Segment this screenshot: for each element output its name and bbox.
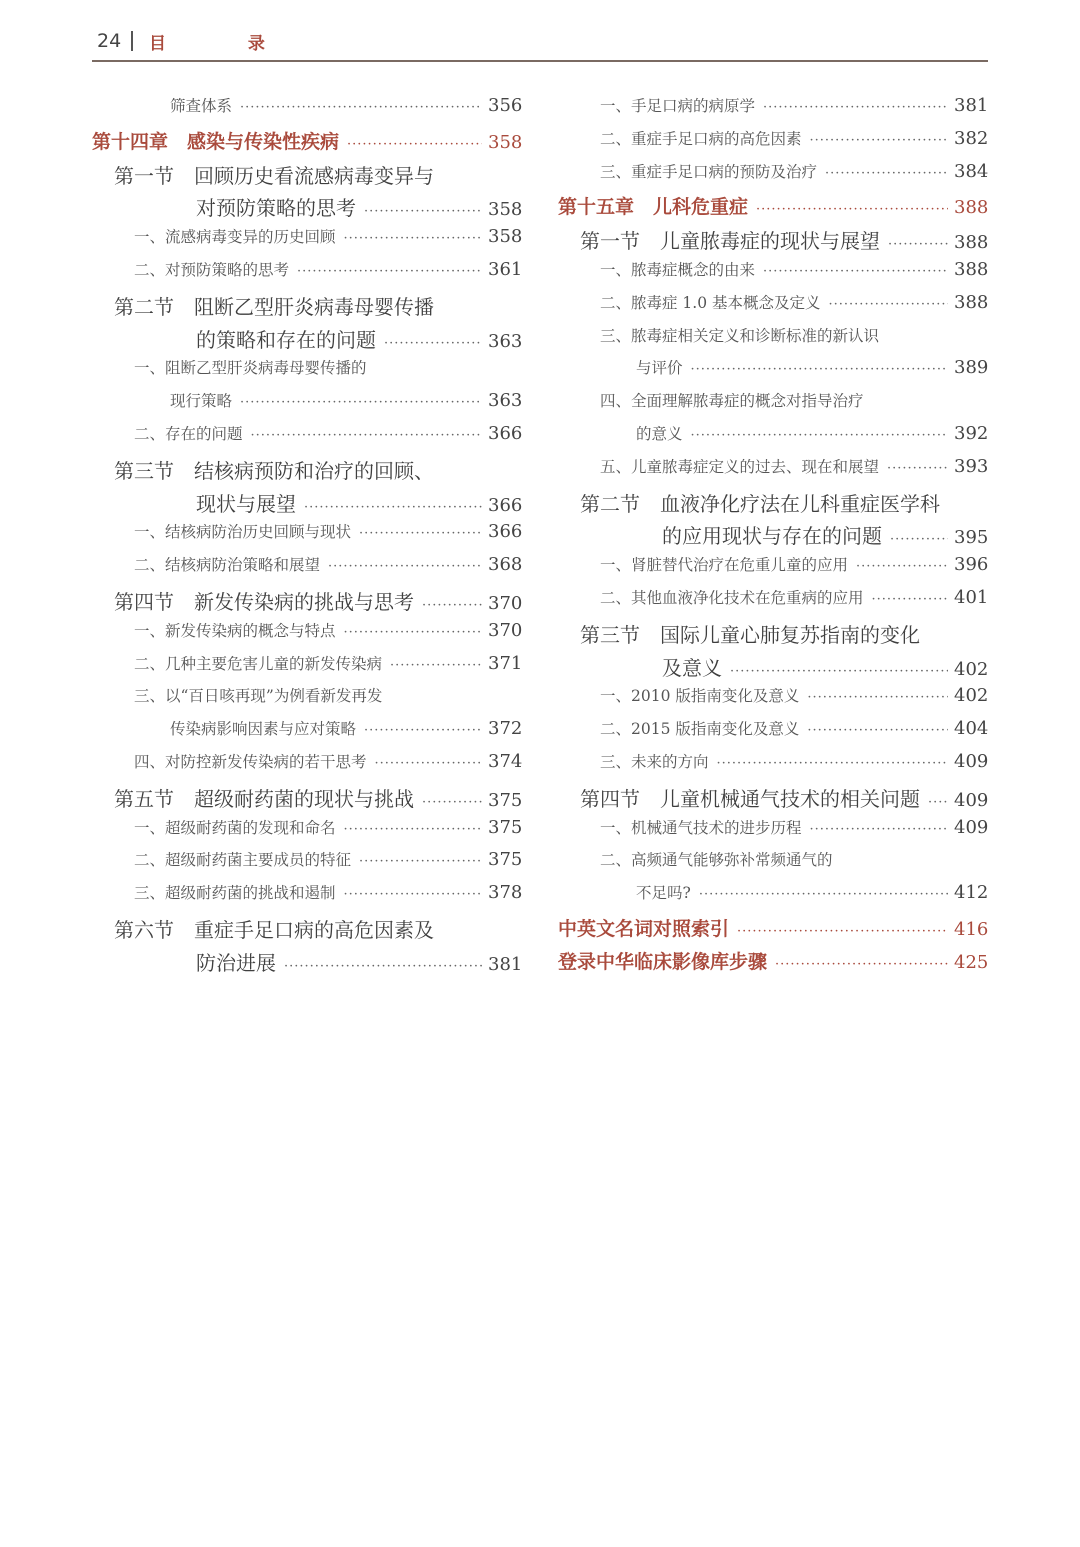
toc-entry-page: 381 xyxy=(488,953,523,975)
toc-entry-sub[interactable] xyxy=(92,619,522,652)
toc-entry-title: 第三节 结核病预防和治疗的回顾、 xyxy=(114,458,434,483)
toc-entry-section[interactable] xyxy=(558,652,988,685)
toc-entry-page: 384 xyxy=(954,160,989,182)
dot-leader xyxy=(691,428,948,443)
dot-leader xyxy=(251,428,482,443)
dot-leader xyxy=(775,957,948,972)
toc-entry-sub[interactable] xyxy=(92,881,522,914)
toc-entry-sub[interactable] xyxy=(92,94,522,127)
toc-entry-title: 四、对防控新发传染病的若干思考 xyxy=(134,752,367,771)
toc-entry-sub[interactable] xyxy=(558,258,988,291)
toc-entry-page: 375 xyxy=(488,789,523,811)
toc-entry-sub[interactable] xyxy=(558,553,988,586)
dot-leader xyxy=(344,231,482,246)
toc-entry-title: 登录中华临床影像库步骤 xyxy=(558,950,768,973)
toc-entry-page: 409 xyxy=(954,750,989,772)
dot-leader xyxy=(699,887,948,902)
dot-leader xyxy=(928,795,948,810)
toc-entry-section[interactable] xyxy=(558,520,988,553)
toc-entry-page: 388 xyxy=(954,197,989,219)
toc-entry-sub[interactable] xyxy=(92,750,522,783)
toc-entry-sub[interactable] xyxy=(558,324,988,357)
toc-entry-title: 三、重症手足口病的预防及治疗 xyxy=(600,162,818,181)
toc-entry-title: 现状与展望 xyxy=(196,491,296,516)
toc-entry-sub[interactable] xyxy=(92,848,522,881)
toc-entry-section[interactable] xyxy=(92,324,522,357)
toc-entry-title: 的应用现状与存在的问题 xyxy=(662,524,882,549)
toc-entry-page: 366 xyxy=(488,422,523,444)
toc-entry-title: 一、2010 版指南变化及意义 xyxy=(600,687,800,706)
toc-entry-page: 370 xyxy=(488,592,523,614)
toc-entry-title: 二、存在的问题 xyxy=(134,424,243,443)
toc-entry-sub[interactable] xyxy=(558,750,988,783)
toc-entry-page: 388 xyxy=(954,291,989,313)
toc-entry-section[interactable] xyxy=(558,488,988,521)
dot-leader xyxy=(344,887,482,902)
toc-entry-sub[interactable] xyxy=(558,356,988,389)
toc-entry-page: 404 xyxy=(954,718,989,740)
dot-leader xyxy=(807,723,948,738)
toc-entry-section[interactable] xyxy=(92,914,522,947)
toc-entry-title: 的意义 xyxy=(636,424,683,443)
dot-leader xyxy=(304,500,482,515)
toc-entry-sub[interactable] xyxy=(92,717,522,750)
toc-entry-title: 二、对预防策略的思考 xyxy=(134,260,290,279)
toc-entry-title: 二、2015 版指南变化及意义 xyxy=(600,720,800,739)
toc-entry-title: 第六节 重症手足口病的高危因素及 xyxy=(114,917,434,942)
dot-leader xyxy=(347,137,482,152)
dot-leader xyxy=(364,204,482,219)
toc-entry-title: 一、超级耐药菌的发现和命名 xyxy=(134,818,336,837)
toc-entry-title: 一、阻断乙型肝炎病毒母婴传播的 xyxy=(134,359,367,378)
toc-entry-title: 第五节 超级耐药菌的现状与挑战 xyxy=(114,786,414,811)
toc-entry-section[interactable] xyxy=(558,225,988,258)
toc-entry-sub[interactable] xyxy=(92,520,522,553)
header-title: 目 录 xyxy=(149,34,303,54)
toc-entry-section[interactable] xyxy=(558,619,988,652)
dot-leader xyxy=(763,100,948,115)
dot-leader xyxy=(422,598,482,613)
toc-entry-title: 及意义 xyxy=(662,655,722,680)
toc-entry-section[interactable] xyxy=(92,192,522,225)
toc-entry-page: 395 xyxy=(954,527,989,549)
toc-entry-title: 一、新发传染病的概念与特点 xyxy=(134,621,336,640)
toc-entry-sub[interactable] xyxy=(558,684,988,717)
toc-entry-page: 402 xyxy=(954,685,989,707)
dot-leader xyxy=(297,264,482,279)
dot-leader xyxy=(422,795,482,810)
toc-entry-page: 409 xyxy=(954,789,989,811)
toc-entry-page: 412 xyxy=(954,882,989,904)
toc-entry-title: 中英文名词对照索引 xyxy=(558,917,730,940)
dot-leader xyxy=(829,297,948,312)
toc-entry-page: 416 xyxy=(954,918,989,940)
toc-entry-section[interactable] xyxy=(92,488,522,521)
page-header xyxy=(92,28,988,62)
toc-entry-page: 382 xyxy=(954,127,989,149)
dot-leader xyxy=(240,100,482,115)
toc-entry-chapter[interactable] xyxy=(92,127,522,160)
toc-entry-section[interactable] xyxy=(92,586,522,619)
toc-entry-page: 368 xyxy=(488,554,523,576)
toc-entry-title: 二、其他血液净化技术在危重病的应用 xyxy=(600,588,864,607)
toc-entry-sub[interactable] xyxy=(558,717,988,750)
toc-entry-title: 一、脓毒症概念的由来 xyxy=(600,260,756,279)
toc-entry-title: 四、全面理解脓毒症的概念对指导治疗 xyxy=(600,392,864,411)
toc-entry-title: 第四节 儿童机械通气技术的相关问题 xyxy=(580,786,920,811)
toc-entry-title: 二、几种主要危害儿童的新发传染病 xyxy=(134,654,383,673)
dot-leader xyxy=(756,202,948,217)
dot-leader xyxy=(887,461,948,476)
page-number: 24 xyxy=(97,30,122,52)
dot-leader xyxy=(730,664,948,679)
toc-entry-page: 358 xyxy=(488,199,523,221)
dot-leader xyxy=(890,532,948,547)
toc-entry-sub[interactable] xyxy=(92,389,522,422)
toc-entry-sub[interactable] xyxy=(558,881,988,914)
toc-entry-title: 二、脓毒症 1.0 基本概念及定义 xyxy=(600,293,821,312)
toc-entry-page: 392 xyxy=(954,422,989,444)
toc-entry-title: 防治进展 xyxy=(196,950,276,975)
dot-leader xyxy=(344,625,482,640)
toc-entry-sub[interactable] xyxy=(92,816,522,849)
dot-leader xyxy=(364,723,482,738)
toc-entry-title: 一、机械通气技术的进步历程 xyxy=(600,818,802,837)
toc-entry-title: 的策略和存在的问题 xyxy=(196,327,376,352)
toc-entry-page: 363 xyxy=(488,330,523,352)
toc-entry-chapter[interactable] xyxy=(558,192,988,225)
toc-entry-sub[interactable] xyxy=(92,258,522,291)
toc-left-column xyxy=(92,94,522,980)
dot-leader xyxy=(390,658,482,673)
toc-entry-title: 一、肾脏替代治疗在危重儿童的应用 xyxy=(600,556,849,575)
toc-entry-page: 425 xyxy=(954,951,989,973)
dot-leader xyxy=(763,264,948,279)
toc-entry-page: 388 xyxy=(954,232,989,254)
toc-entry-sub[interactable] xyxy=(558,422,988,455)
dot-leader xyxy=(240,395,482,410)
toc-entry-page: 393 xyxy=(954,455,989,477)
toc-entry-page: 366 xyxy=(488,521,523,543)
toc-entry-page: 402 xyxy=(954,658,989,680)
toc-entry-chapter[interactable] xyxy=(558,947,988,980)
toc-entry-title: 二、高频通气能够弥补常频通气的 xyxy=(600,851,833,870)
toc-entry-sub[interactable] xyxy=(558,291,988,324)
toc-entry-section[interactable] xyxy=(558,783,988,816)
toc-entry-title: 不足吗? xyxy=(636,884,691,903)
toc-entry-page: 356 xyxy=(488,95,523,116)
toc-entry-page: 374 xyxy=(488,750,523,772)
toc-entry-section[interactable] xyxy=(92,455,522,488)
toc-entry-sub[interactable] xyxy=(558,389,988,422)
toc-entry-page: 401 xyxy=(954,586,989,608)
dot-leader xyxy=(359,854,482,869)
toc-entry-sub[interactable] xyxy=(92,225,522,258)
toc-entry-sub[interactable] xyxy=(558,586,988,619)
toc-entry-sub[interactable] xyxy=(92,652,522,685)
toc-entry-title: 第一节 儿童脓毒症的现状与展望 xyxy=(580,229,880,254)
toc-entry-title: 五、儿童脓毒症定义的过去、现在和展望 xyxy=(600,457,880,476)
toc-entry-title: 第二节 阻断乙型肝炎病毒母婴传播 xyxy=(114,294,434,319)
dot-leader xyxy=(810,133,948,148)
dot-leader xyxy=(691,362,948,377)
toc-entry-sub[interactable] xyxy=(558,455,988,488)
toc-entry-section[interactable] xyxy=(92,160,522,193)
toc-entry-page: 388 xyxy=(954,258,989,280)
dot-leader xyxy=(856,559,948,574)
dot-leader xyxy=(384,336,482,351)
toc-entry-title: 第一节 回顾历史看流感病毒变异与 xyxy=(114,163,434,188)
toc-entry-page: 361 xyxy=(488,258,523,280)
toc-entry-page: 389 xyxy=(954,357,989,379)
dot-leader xyxy=(737,924,948,939)
toc-entry-sub[interactable] xyxy=(92,422,522,455)
toc-entry-title: 二、结核病防治策略和展望 xyxy=(134,556,321,575)
toc-entry-title: 现行策略 xyxy=(170,392,233,411)
toc-entry-sub[interactable] xyxy=(558,160,988,193)
toc-entry-title: 一、结核病防治历史回顾与现状 xyxy=(134,523,352,542)
dot-leader xyxy=(375,756,482,771)
toc-entry-title: 三、未来的方向 xyxy=(600,752,709,771)
toc-entry-page: 358 xyxy=(488,131,523,153)
toc-entry-page: 375 xyxy=(488,816,523,838)
header-divider xyxy=(131,31,133,51)
toc-entry-title: 一、流感病毒变异的历史回顾 xyxy=(134,228,336,247)
toc-entry-title: 对预防策略的思考 xyxy=(196,196,356,221)
toc-entry-page: 371 xyxy=(488,652,523,674)
toc-entry-page: 375 xyxy=(488,849,523,871)
toc-entry-sub[interactable] xyxy=(92,356,522,389)
toc-entry-title: 第三节 国际儿童心肺复苏指南的变化 xyxy=(580,622,920,647)
toc-entry-title: 筛查体系 xyxy=(170,97,233,115)
toc-entry-section[interactable] xyxy=(92,291,522,324)
dot-leader xyxy=(284,959,482,974)
toc-entry-title: 第十四章 感染与传染性疾病 xyxy=(92,130,340,153)
toc-entry-page: 396 xyxy=(954,554,989,576)
dot-leader xyxy=(344,822,482,837)
toc-entry-sub[interactable] xyxy=(92,684,522,717)
toc-entry-title: 第二节 血液净化疗法在儿科重症医学科 xyxy=(580,491,940,516)
toc-entry-title: 三、以“百日咳再现”为例看新发再发 xyxy=(134,687,383,706)
toc-entry-title: 三、超级耐药菌的挑战和遏制 xyxy=(134,884,336,903)
toc-entry-page: 372 xyxy=(488,718,523,740)
toc-entry-title: 二、重症手足口病的高危因素 xyxy=(600,129,802,148)
toc-entry-title: 传染病影响因素与应对策略 xyxy=(170,720,357,739)
toc-entry-page: 381 xyxy=(954,95,989,116)
toc-entry-sub[interactable] xyxy=(92,553,522,586)
toc-entry-section[interactable] xyxy=(92,947,522,980)
toc-entry-page: 358 xyxy=(488,226,523,248)
toc-entry-title: 一、手足口病的病原学 xyxy=(600,97,756,115)
dot-leader xyxy=(717,756,948,771)
dot-leader xyxy=(328,559,482,574)
toc-entry-section[interactable] xyxy=(92,783,522,816)
toc-entry-sub[interactable] xyxy=(558,848,988,881)
dot-leader xyxy=(888,237,948,252)
dot-leader xyxy=(359,526,482,541)
toc-entry-page: 409 xyxy=(954,816,989,838)
toc-entry-sub[interactable] xyxy=(558,94,988,127)
toc-entry-title: 与评价 xyxy=(636,359,683,378)
toc-entry-title: 第四节 新发传染病的挑战与思考 xyxy=(114,589,414,614)
dot-leader xyxy=(872,592,948,607)
toc-entry-sub[interactable] xyxy=(558,127,988,160)
toc-entry-page: 366 xyxy=(488,494,523,516)
dot-leader xyxy=(810,822,948,837)
toc-entry-chapter[interactable] xyxy=(558,914,988,947)
toc-entry-title: 二、超级耐药菌主要成员的特征 xyxy=(134,851,352,870)
toc-entry-sub[interactable] xyxy=(558,816,988,849)
dot-leader xyxy=(807,690,948,705)
toc-entry-title: 第十五章 儿科危重症 xyxy=(558,196,749,219)
toc-entry-page: 370 xyxy=(488,619,523,641)
toc-entry-page: 363 xyxy=(488,390,523,412)
dot-leader xyxy=(825,166,948,181)
toc-entry-title: 三、脓毒症相关定义和诊断标准的新认识 xyxy=(600,326,880,345)
toc-entry-page: 378 xyxy=(488,882,523,904)
toc-right-column xyxy=(558,94,988,980)
